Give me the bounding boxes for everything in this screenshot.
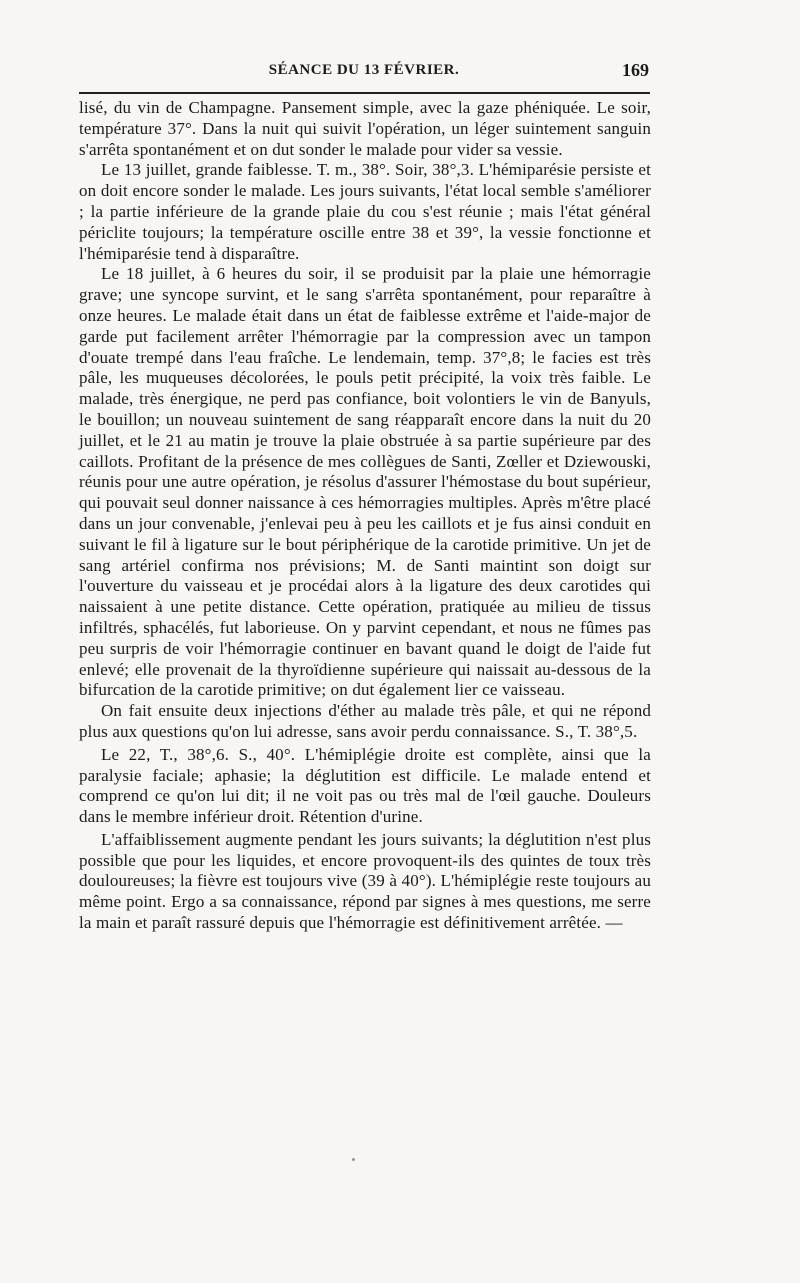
paragraph-6: L'affaiblissement augmente pendant les jours suivants; la déglutition n'est plus possible que pour les liquides, et encore provoquent-ils des quintes de toux très douloureuses; la fièvre est toujours vive (39 à 40°). L'hémiplégie reste toujours au même point. Ergo a sa connaissance, répond par signes à mes questions, me serre la main et paraît rassuré depuis que l'hémorragie est définitivement arrêtée. —: [79, 829, 651, 933]
running-header: [79, 60, 649, 90]
paragraph-5: Le 22, T., 38°,6. S., 40°. L'hémiplégie droite est complète, ainsi que la paralysie faciale; aphasie; la déglutition est difficile. Le malade entend et comprend ce qu'on lui dit; il ne voit pas ou très mal de l'œil gauche. Douleurs dans le membre inférieur droit. Rétention d'urine.: [79, 744, 651, 827]
paragraph-1: lisé, du vin de Champagne. Pansement simple, avec la gaze phéniquée. Le soir, température 37°. Dans la nuit qui suivit l'opération, un léger suintement sanguin s'arrêta spontanément et on dut sonder le malade pour vider sa vessie.: [79, 98, 651, 159]
header-title: SÉANCE DU 13 FÉVRIER.: [268, 62, 460, 78]
paragraph-4: On fait ensuite deux injections d'éther au malade très pâle, et qui ne répond plus aux questions qu'on lui adresse, sans avoir perdu connaissance. S., T. 38°,5.: [79, 701, 651, 741]
body-text: [79, 98, 651, 934]
paragraph-3: Le 18 juillet, à 6 heures du soir, il se produisit par la plaie une hémorragie grave; une syncope survint, et le sang s'arrêta spontanément, pour reparaître à onze heures. Le malade était dans un état de faiblesse extrême et l'aide-major de garde put facilement arrêter l'hémorragie par la compression avec un tampon d'ouate trempé dans l'eau fraîche. Le lendemain, temp. 37°,8; le facies est très pâle, les muqueuses décolorées, le pouls petit précipité, la voix très faible. Le malade, très énergique, ne perd pas confiance, boit volontiers le vin de Banyuls, le bouillon; un nouveau suintement de sang réapparaît encore dans la nuit du 20 juillet, et le 21 au matin je trouve la plaie obstruée à sa partie supérieure par des caillots. Profitant de la présence de mes collègues de Santi, Zœller et Dziewouski, réunis pour une autre opération, je résolus d'assurer l'hémostase du bout supérieur, qui pouvait seul donner naissance à ces hémorragies multiples. Après m'être placé dans un jour convenable, j'enlevai peu à peu les caillots et je fus ainsi conduit en suivant le fil à ligature sur le bout périphérique de la carotide primitive. Un jet de sang artériel confirma nos prévisions; M. de Santi maintint son doigt sur l'ouverture du vaisseau et je procédai alors à la ligature des deux carotides qui naissaient à une petite distance. Cette opération, pratiquée au milieu de tissus infiltrés, sphacélés, fut laborieuse. On y parvint cependant, et nous ne fûmes pas peu surpris de voir l'hémorragie continuer en bavant quand le doigt de l'aide fut enlevé; elle provenait de la thyroïdienne supérieure qui naissait au-dessous de la bifurcation de la carotide primitive; on dut également lier ce vaisseau.: [79, 264, 651, 700]
page-number: 169: [622, 60, 649, 80]
paragraph-2: Le 13 juillet, grande faiblesse. T. m., 38°. Soir, 38°,3. L'hémiparésie persiste et on doit encore sonder le malade. Les jours suivants, l'état local semble s'améliorer ; la partie inférieure de la grande plaie du cou s'est réunie ; mais l'état général périclite toujours; la température oscille entre 38 et 39°, la vessie fonctionne et l'hémiparésie tend à disparaître.: [79, 160, 651, 263]
header-rule: [79, 92, 650, 94]
ink-speck: [352, 1158, 355, 1161]
